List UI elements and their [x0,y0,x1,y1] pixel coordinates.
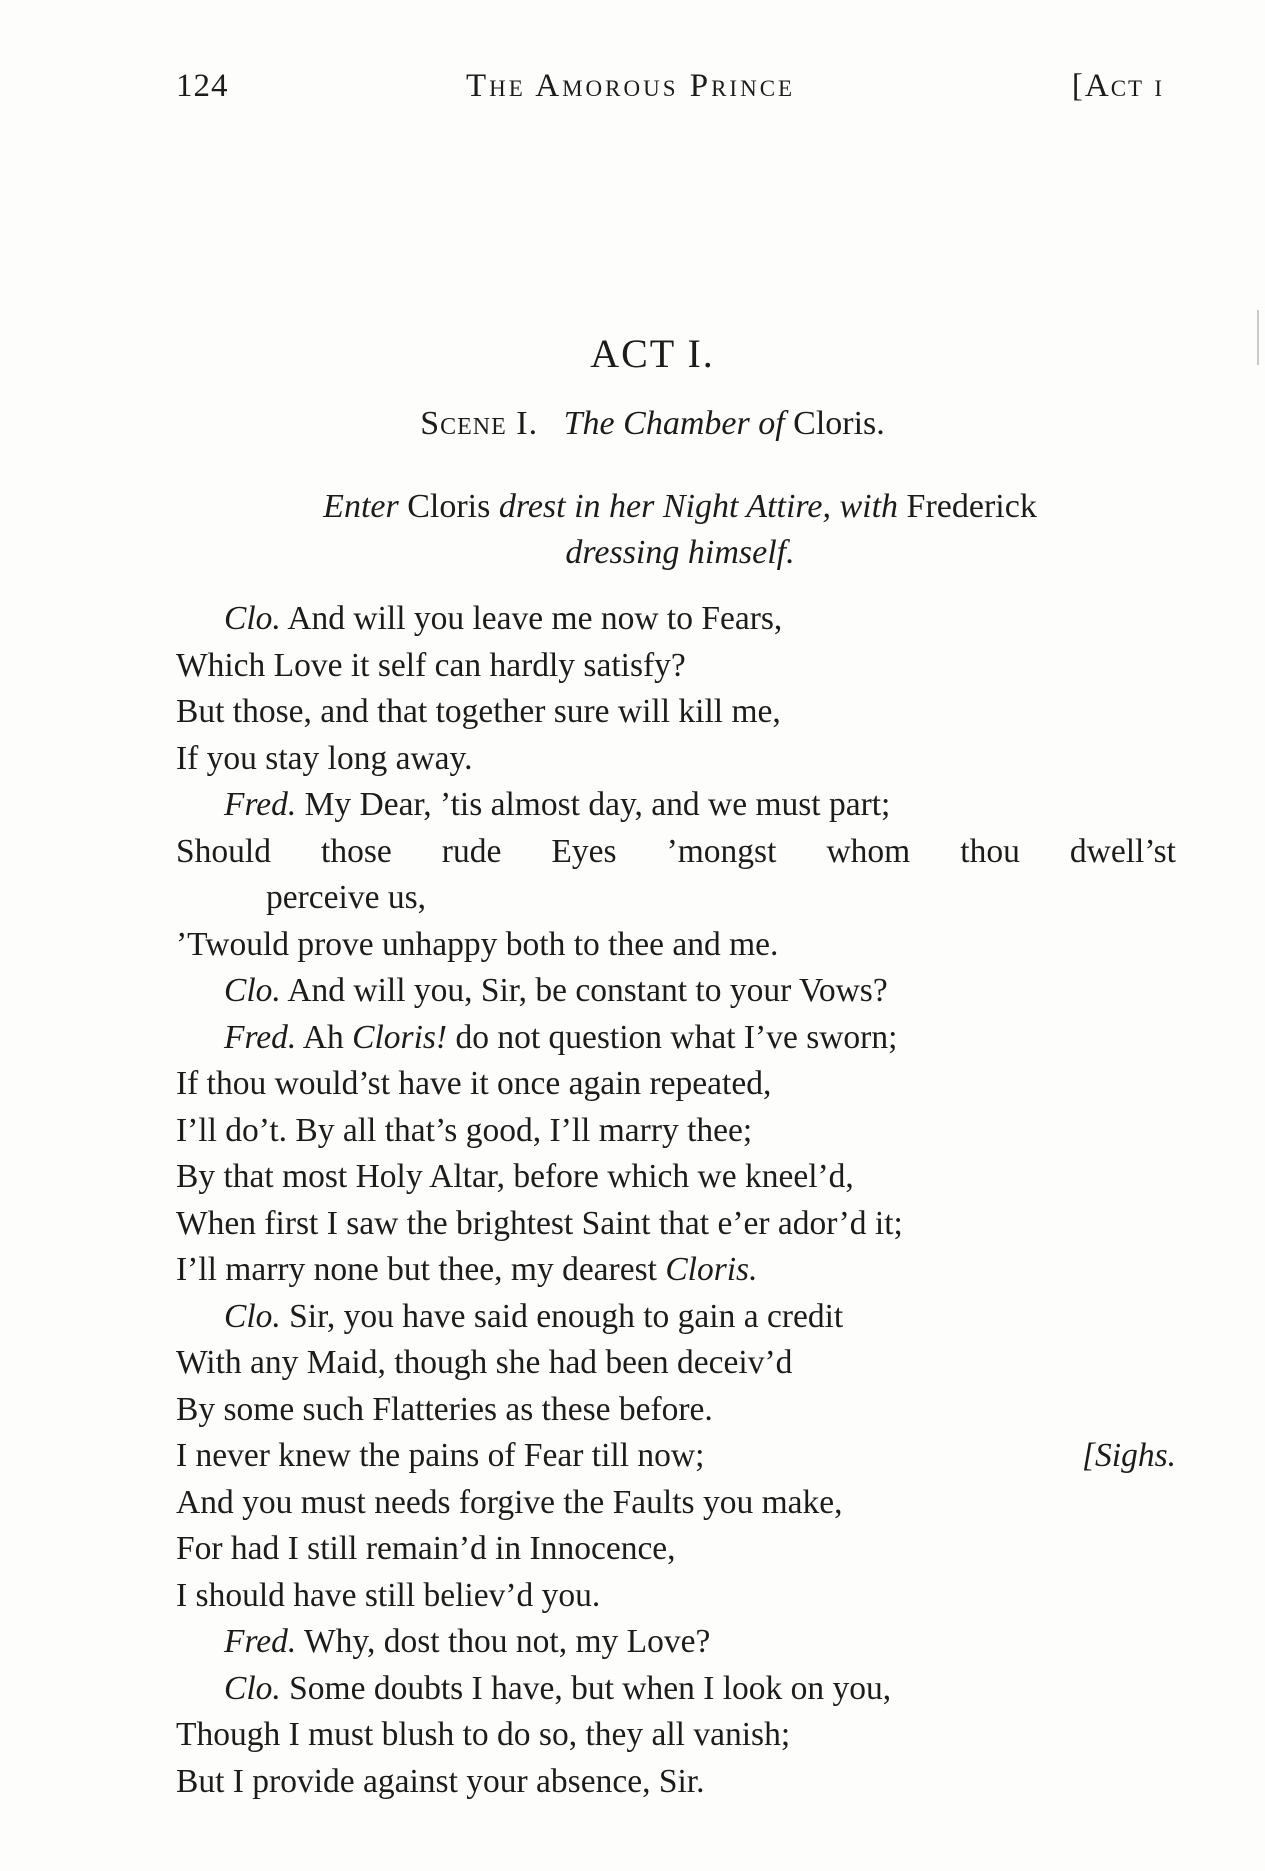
speaker-name: Fred. [224,1623,297,1660]
verse-word: Eyes [551,832,617,870]
verse-line-text: But I provide against your absence, Sir. [176,1762,705,1800]
verse-line-text: Some doubts I have, but when I look on you, [289,1669,892,1707]
verse-line [176,875,1176,922]
verse-line-text: Why, dost thou not, my Love? [304,1623,711,1660]
verse-line [176,1433,1176,1480]
verse-word: thou [960,832,1020,870]
verse-line [176,1387,1176,1434]
direction-enter: Enter [323,488,399,525]
verse-line [176,1759,1176,1806]
verse-line-text: I’ll marry none but thee, my dearest [176,1251,657,1288]
verse-line [176,1201,1176,1248]
verse-line-text: For had I still remain’d in Innocence, [176,1530,676,1567]
direction-desc-1: drest in her Night Attire, with [498,488,899,525]
verse-line-text: ’Twould prove unhappy both to thee and me. [176,925,779,963]
verse-word: Should [176,832,271,870]
verse-line-text: If thou would’st have it once again repeated, [176,1065,772,1102]
verse-line [176,1061,1176,1108]
verse-line [176,1619,1176,1666]
verse-line [176,689,1176,736]
direction-desc-2: dressing himself. [565,534,795,571]
verse-line-text: I’ll do’t. By all that’s good, I’ll marry thee; [176,1111,753,1149]
verse-line-text-after: do not question what I’ve sworn; [455,1018,898,1056]
verse-line-text: And will you leave me now to Fears, [287,600,783,637]
verse-line-text: With any Maid, though she had been deceiv’d [176,1344,793,1381]
verse-line [176,829,1176,876]
verse-italic-name: Cloris. [665,1251,758,1288]
verse-line [176,596,1176,643]
verse-line-text: And you must needs forgive the Faults you make, [176,1483,843,1521]
speaker-name: Clo. [224,1669,281,1707]
verse-line [176,1666,1176,1713]
verse-line [176,1108,1176,1155]
verse-line [176,1294,1176,1341]
verse-line-text: Ah [302,1018,344,1056]
speaker-name: Clo. [224,600,281,637]
direction-name-frederick: Frederick [906,488,1037,525]
act-marker: [Act i [1071,68,1164,104]
verse-line-text: My Dear, ’tis almost day, and we must part; [304,786,891,823]
scene-heading [0,405,1265,443]
verse-word: dwell’st [1069,832,1176,870]
scene-location-name: Cloris. [793,405,885,442]
verse-line-text: But those, and that together sure will kill me, [176,693,781,730]
verse-line [176,1340,1176,1387]
verse-line-text: By that most Holy Altar, before which we kneel’d, [176,1158,854,1195]
verse-line-text: Sir, you have said enough to gain a credit [289,1297,844,1335]
speaker-name: Fred. [224,1018,297,1056]
margin-mark [1257,310,1259,365]
verse-line [176,968,1176,1015]
direction-name-cloris: Cloris [407,488,491,525]
verse-line [176,1247,1176,1294]
verse-line [176,1480,1176,1527]
stage-direction: [Sighs. [1081,1437,1176,1474]
speaker-name: Clo. [224,972,281,1009]
verse-text [176,596,1176,1805]
scene-label: Scene I. [420,405,539,442]
page-number: 124 [176,68,229,104]
verse-word: those [321,832,392,870]
verse-line-text: By some such Flatteries as these before. [176,1390,713,1428]
verse-line-text: Though I must blush to do so, they all vanish; [176,1716,791,1753]
verse-word: rude [441,832,502,870]
verse-line-text: I should have still believ’d you. [176,1576,601,1614]
speaker-name: Fred. [224,786,297,823]
verse-line [176,1712,1176,1759]
opening-stage-direction [200,484,1160,576]
verse-line-text: If you stay long away. [176,739,473,777]
verse-line-text: Which Love it self can hardly satisfy? [176,646,686,684]
verse-line-text: When first I saw the brightest Saint that e’er ador’d it; [176,1204,903,1242]
act-heading: ACT I. [590,331,715,376]
book-title: The Amorous Prince [466,68,796,104]
verse-line-text: perceive us, [266,879,426,916]
verse-line-text: And will you, Sir, be constant to your Vows? [287,972,888,1009]
verse-line [176,1154,1176,1201]
verse-line [176,1526,1176,1573]
speaker-name: Clo. [224,1297,281,1335]
running-head [176,68,1176,118]
verse-line-text: I never knew the pains of Fear till now; [176,1437,705,1474]
verse-line [176,1015,1176,1062]
verse-line [176,1573,1176,1620]
verse-word: whom [826,832,911,870]
scene-location-prefix: The Chamber of [563,405,785,442]
verse-line [176,736,1176,783]
verse-line [176,643,1176,690]
verse-line [176,922,1176,969]
verse-line [176,782,1176,829]
verse-word: ’mongst [666,832,777,870]
verse-italic-name: Cloris! [352,1018,448,1056]
